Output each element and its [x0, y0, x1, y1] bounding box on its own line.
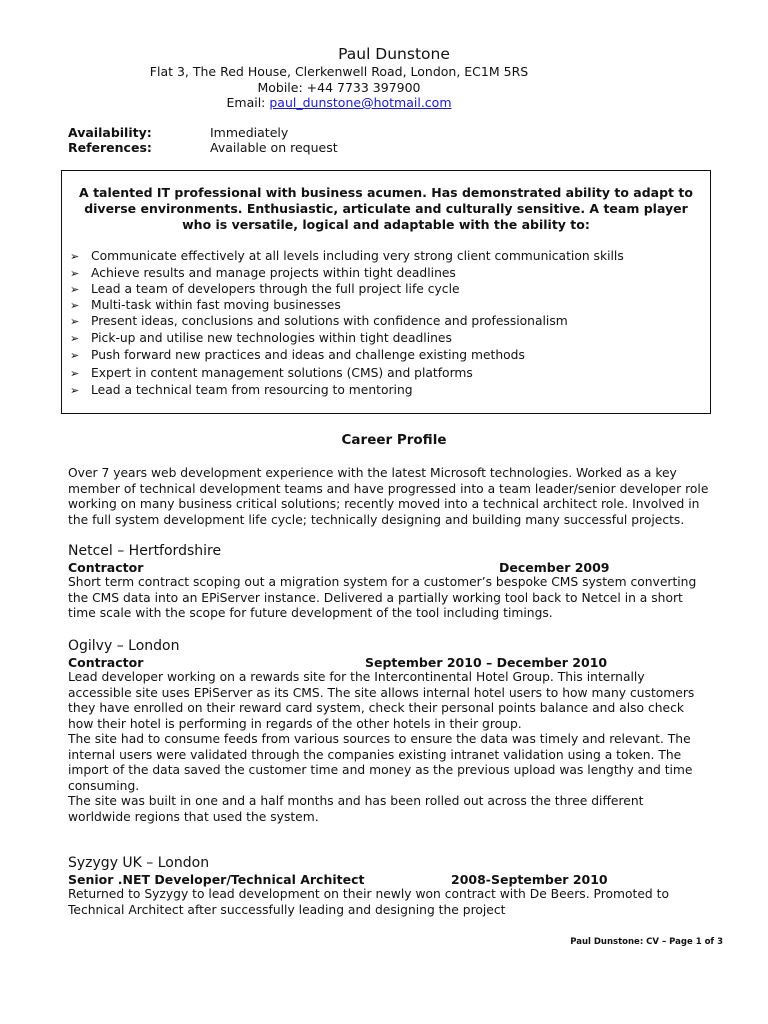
mobile-line: Mobile: +44 7733 397900	[257, 80, 421, 95]
job-role: Contractor	[68, 655, 144, 670]
email-line	[0, 95, 678, 110]
references-label: References:	[68, 140, 152, 155]
paragraph-line: they have enrolled on their reward card system, check their personal points balance and also check	[68, 701, 684, 715]
arrow-bullet-icon: ➢	[70, 267, 80, 280]
arrow-bullet-icon: ➢	[70, 367, 80, 380]
paragraph-line: how their hotel is performing in regards of the other hotels in their group.	[68, 716, 522, 731]
paragraph-line: Over 7 years web development experience with the latest Microsoft technologies. Worked as a key	[68, 466, 677, 480]
ability-text: Pick-up and utilise new technologies within tight deadlines	[91, 331, 452, 345]
candidate-name: Paul Dunstone	[338, 45, 450, 63]
address-line: Flat 3, The Red House, Clerkenwell Road, London, EC1M 5RS	[149, 64, 529, 79]
availability-value: Immediately	[210, 125, 289, 140]
arrow-bullet-icon: ➢	[70, 315, 80, 328]
paragraph-line: internal users were validated through the companies existing intranet validation using a token. The	[68, 747, 682, 762]
paragraph-line: import of the data saved the customer time and money as the previous upload was lengthy and time	[68, 763, 693, 777]
paragraph-line: The site was built in one and a half months and has been rolled out across the three different	[68, 794, 644, 808]
paragraph-line: Technical Architect after successfully leading and designing the project	[68, 902, 506, 917]
career-profile-text	[68, 466, 708, 528]
job-company: Syzygy UK – London	[68, 855, 210, 871]
ability-item	[70, 266, 456, 280]
ability-item	[70, 298, 341, 312]
paragraph-line: Short term contract scoping out a migration system for a customer’s bespoke CMS system converting	[68, 575, 697, 589]
paragraph-line: the full system development life cycle; technically designing and building many successful projects.	[68, 512, 685, 527]
paragraph-line: worldwide regions that used the system.	[68, 809, 319, 824]
job-company: Ogilvy – London	[68, 638, 180, 654]
ability-item	[70, 348, 525, 362]
email-link[interactable]: paul_dunstone@hotmail.com	[269, 95, 452, 110]
paragraph-line: time scale with the scope for future development of the tool including timings.	[68, 606, 553, 620]
paragraph-line: The site had to consume feeds from various sources to ensure the data was timely and relevant. The	[68, 732, 691, 746]
arrow-bullet-icon: ➢	[70, 299, 80, 312]
career-profile-title: Career Profile	[341, 432, 447, 448]
page-footer: Paul Dunstone: CV – Page 1 of 3	[570, 937, 723, 947]
arrow-bullet-icon: ➢	[70, 250, 80, 263]
job-dates: 2008-September 2010	[451, 872, 608, 887]
job-company: Netcel – Hertfordshire	[68, 543, 222, 559]
summary-line: A talented IT professional with business acumen. Has demonstrated ability to adapt to	[79, 185, 693, 200]
ability-text: Multi-task within fast moving businesses	[91, 298, 341, 312]
summary-line: diverse environments. Enthusiastic, articulate and culturally sensitive. A team player	[84, 201, 688, 216]
availability-label: Availability:	[68, 125, 152, 140]
job-dates: December 2009	[499, 560, 610, 575]
ability-item	[70, 249, 624, 263]
ability-text: Communicate effectively at all levels including very strong client communication skills	[91, 249, 624, 263]
ability-text: Push forward new practices and ideas and challenge existing methods	[91, 348, 525, 362]
paragraph-line: Returned to Syzygy to lead development on their newly won contract with De Beers. Promoted to	[68, 887, 669, 901]
paragraph-line: member of technical development teams and have progressed into a team leader/senior developer role	[68, 481, 709, 496]
paragraph-line: Lead developer working on a rewards site for the Intercontinental Hotel Group. This internally	[68, 670, 645, 684]
ability-text: Present ideas, conclusions and solutions with confidence and professionalism	[91, 314, 568, 328]
arrow-bullet-icon: ➢	[70, 349, 80, 362]
ability-item	[70, 331, 452, 345]
ability-text: Lead a team of developers through the full project life cycle	[91, 282, 460, 296]
ability-item	[70, 383, 413, 397]
job-role: Contractor	[68, 560, 144, 575]
job-role: Senior .NET Developer/Technical Architect	[68, 872, 365, 887]
summary-box	[61, 170, 711, 414]
paragraph-line: the CMS data into an EPiServer instance. Delivered a partially working tool back to Netcel in a short	[68, 590, 683, 605]
references-value: Available on request	[210, 140, 338, 155]
ability-item	[70, 314, 568, 328]
summary-text	[62, 185, 710, 233]
email-label: Email:	[226, 95, 270, 110]
arrow-bullet-icon: ➢	[70, 283, 80, 296]
job-description	[68, 575, 696, 622]
job-description	[68, 887, 669, 918]
ability-text: Achieve results and manage projects within tight deadlines	[91, 266, 456, 280]
arrow-bullet-icon: ➢	[70, 332, 80, 345]
ability-item	[70, 366, 473, 380]
arrow-bullet-icon: ➢	[70, 384, 80, 397]
paragraph-line: working on many business critical solutions; recently moved into a technical architect role. Involved in	[68, 497, 700, 511]
ability-text: Expert in content management solutions (CMS) and platforms	[91, 366, 473, 380]
job-dates: September 2010 – December 2010	[365, 655, 608, 670]
ability-text: Lead a technical team from resourcing to mentoring	[91, 383, 413, 397]
paragraph-line: accessible site uses EPiServer as its CMS. The site allows internal hotel users to how many customers	[68, 685, 695, 700]
paragraph-line: consuming.	[68, 778, 140, 793]
ability-item	[70, 282, 460, 296]
job-description	[68, 670, 694, 825]
summary-line: who is versatile, logical and adaptable with the ability to:	[182, 217, 590, 232]
